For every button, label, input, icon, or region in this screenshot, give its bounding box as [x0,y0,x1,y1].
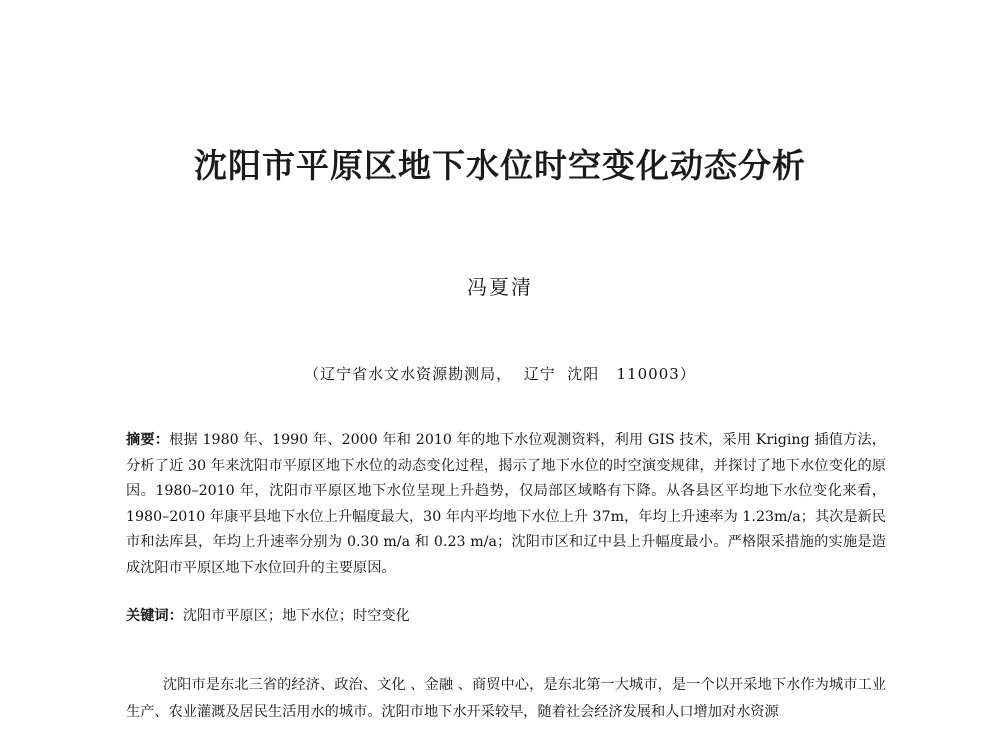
keywords [126,604,886,629]
paper-title: 沈阳市平原区地下水位时空变化动态分析 [194,146,806,185]
abstract-label: 摘要： [126,432,170,448]
abstract-text: 根据 1980 年、1990 年、2000 年和 2010 年的地下水位观测资料，利用 GIS 技术，采用 Kriging 插值方法，分析了近 30 年来沈阳市平原区地下水位的动态变化过程，揭示了地下水位的时空演变规律，并探讨了地下水位变化的原因。1980–2010 年，沈阳市平原区地下水位呈现上升趋势，仅局部区域略有下降。从各县区平均地下水位变化来看，1980–2010 年康平县地下水位上升幅度最大，30 年内平均地下水位上升 37m，年均上升速率为 1.23m/a；其次是新民市和法库县，年均上升速率分别为 0.30 m/a 和 0.23 m/a；沈阳市区和辽中县上升幅度最小。严格限采措施的实施是造成沈阳市平原区地下水位回升的主要原因。 [126,432,886,576]
body-paragraph: 沈阳市是东北三省的经济、政治、文化 、金融 、商贸中心，是东北第一大城市，是一个以开采地下水作为城市工业生产、农业灌溉及居民生活用水的城市。沈阳市地下水开采较早，随着社会经济发展和人口增加对水资源 [126,677,886,720]
abstract [126,428,886,581]
keywords-label: 关键词： [126,608,183,624]
keywords-text: 沈阳市平原区；地下水位；时空变化 [182,608,410,624]
author-affiliation: （辽宁省水文水资源勘测局， 辽宁 沈阳 110003） [304,365,696,383]
author-name: 冯夏清 [467,275,533,299]
